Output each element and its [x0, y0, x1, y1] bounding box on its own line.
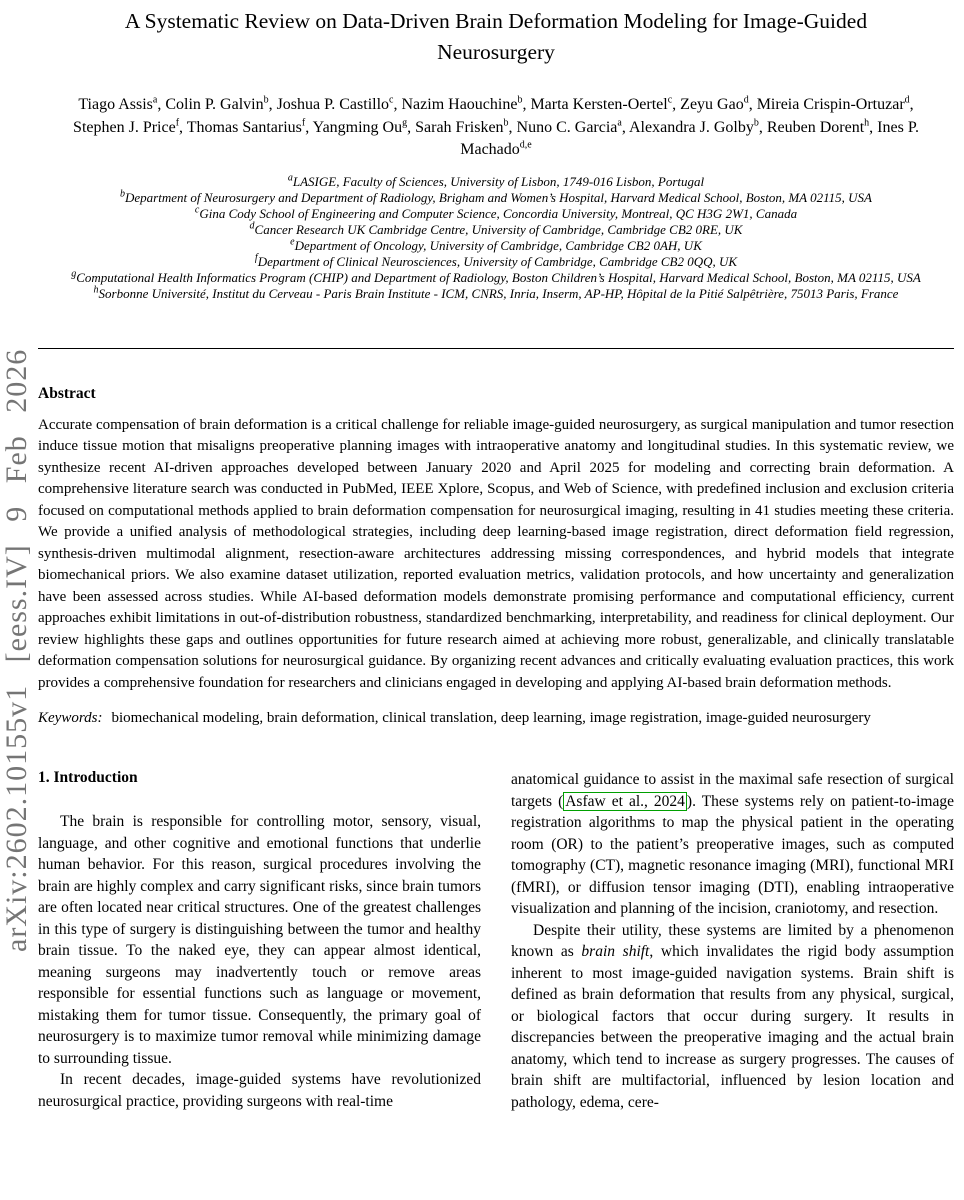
body-paragraph — [511, 920, 954, 1114]
two-column-body — [38, 769, 954, 1113]
author-name: Mireia Crispin-Ortuzar$^d$ — [756, 95, 910, 114]
affiliation-marker: a — [287, 172, 293, 184]
author-affiliation-marker: f — [301, 117, 306, 129]
affiliation: $^b$Department of Neurosurgery and Department of Radiology, Brigham and Women’s Hospital, Harvard Medical School, Boston, MA 02115, USA — [120, 188, 872, 205]
author-affiliation-marker: f — [175, 117, 180, 129]
author-affiliation-marker: d,e — [519, 139, 532, 151]
keywords-line — [38, 708, 954, 729]
body-paragraph — [511, 769, 954, 920]
body-paragraph — [38, 811, 481, 1069]
text-segment: ). These systems rely on patient-to-image registration algorithms to map the physical patient in the operating room (OR) to the patient’s preoperative images, such as computed tomography (CT), magnetic resonance imaging (MRI), functional MRI (fMRI), or diffusion tensor imaging (DTI), enabling intraoperative visualization and planning of the incision, craniotomy, and resection. — [511, 792, 954, 918]
author-affiliation-marker: d — [904, 95, 910, 107]
author-name: Thomas Santarius$^f$ — [186, 117, 306, 136]
affiliation-marker: b — [120, 188, 126, 200]
author-name: Reuben Dorent$^h$ — [766, 117, 870, 136]
affiliation-marker: g — [71, 268, 77, 280]
author-name: Ines P. Machado$^{d,e}$ — [460, 118, 919, 159]
affiliation: $^d$Cancer Research UK Cambridge Centre, University of Cambridge, Cambridge CB2 0RE, UK — [249, 220, 743, 237]
text-segment: , which invalidates the rigid body assumption inherent to most image-guided navigation systems. Brain shift is defined as brain deformation that results from any physical, surgical, or biological factors that occur during surgery. It results in discrepancies between the preoperative imaging and the actual brain anatomy, which tend to increase as surgery progresses. The causes of brain shift are multifactorial, influenced by lesion location and pathology, edema, cere- — [511, 943, 955, 1111]
body-paragraph — [38, 1069, 481, 1112]
author-name: Marta Kersten-Oertel$^c$ — [530, 95, 673, 114]
affiliation: $^g$Computational Health Informatics Program (CHIP) and Department of Radiology, Boston Children’s Hospital, Harvard Medical School, Boston, MA 02115, USA — [71, 268, 921, 285]
author-affiliation-marker: h — [864, 117, 870, 129]
author-name: Yangming Ou$^g$ — [312, 117, 408, 136]
affiliation-list — [38, 174, 954, 302]
author-affiliation-marker: b — [263, 95, 269, 107]
affiliation-marker: c — [194, 204, 200, 216]
affiliation-marker: e — [290, 236, 295, 248]
keywords-text: biomechanical modeling, brain deformation, clinical translation, deep learning, image registration, image-guided neurosurgery — [111, 710, 871, 727]
affiliation-marker: d — [249, 220, 255, 232]
affiliation: $^h$Sorbonne Université, Institut du Cerveau - Paris Brain Institute - ICM, CNRS, Inria, Inserm, AP-HP, Hôpital de la Pitié Salpêtrière, 75013 Paris, France — [93, 284, 899, 301]
author-affiliation-marker: b — [503, 117, 509, 129]
author-name: Nuno C. Garcia$^a$ — [516, 117, 622, 136]
left-column-paragraphs — [38, 811, 481, 1112]
author-name: Nazim Haouchine$^b$ — [401, 95, 523, 114]
author-name: Stephen J. Price$^f$ — [73, 117, 180, 136]
author-list: Tiago Assis$^a$, Colin P. Galvin$^b$, Joshua P. Castillo$^c$, Nazim Haouchine$^b$, Marta Kersten-Oertel$^c$, Zeyu Gao$^d$, Mireia Crispin-Ortuzar$^d$, Stephen J. Price$^f$, Thomas Santarius$^f$, Yangming Ou$^g$, Sarah Frisken$^b$, Nuno C. Garcia$^a$, Alexandra J. Golby$^b$, Reuben Dorent$^h$, Ines P. Machado$^{d,e}$ — [73, 95, 919, 159]
header-divider — [38, 348, 954, 349]
author-affiliation-marker: b — [517, 95, 523, 107]
text-segment: Despite their utility, these systems are limited by a phenomenon known as — [511, 921, 954, 961]
affiliation: $^f$Department of Clinical Neurosciences, University of Cambridge, Cambridge CB2 0QQ, UK — [254, 252, 738, 269]
affiliation: $^c$Gina Cody School of Engineering and Computer Science, Concordia University, Montreal, QC H3G 2W1, Canada — [194, 204, 798, 221]
author-affiliation-marker: a — [617, 117, 622, 129]
affiliation-marker: h — [93, 284, 99, 296]
keywords-label: Keywords: — [38, 710, 103, 727]
text-segment: anatomical guidance to assist in the maximal safe resection of surgical targets ( — [511, 771, 954, 810]
emphasis-text: brain shift — [581, 943, 650, 961]
author-affiliation-marker: c — [667, 95, 673, 107]
right-column — [511, 769, 954, 1113]
arxiv-watermark: arXiv:2602.10155v1 [eess.IV] 9 Feb 2026 — [0, 348, 33, 952]
affiliation: $^e$Department of Oncology, University of Cambridge, Cambridge CB2 0AH, UK — [290, 236, 702, 253]
left-column — [38, 769, 481, 1112]
abstract-heading: Abstract — [38, 384, 96, 402]
author-affiliation-marker: g — [402, 117, 408, 129]
author-name: Zeyu Gao$^d$ — [680, 95, 749, 114]
author-name: Sarah Frisken$^b$ — [415, 117, 509, 136]
citation-link[interactable]: Asfaw et al., 2024 — [565, 792, 685, 810]
text-segment: The brain is responsible for controlling motor, sensory, visual, language, and other cognitive and emotional functions that underlie human behavior. For this reason, surgical procedures involving the brain are highly complex and carry significant risks, since brain tumors are often located near critical structures. One of the greatest challenges in this type of surgery is distinguishing between the tumor and healthy brain tissue. To the naked eye, they can appear almost identical, meaning surgeons may inadvertently touch or remove areas responsible for essential functions such as language or movement, mistaking them for tumor tissue. Consequently, the primary goal of neurosurgery is to maximize tumor removal while minimizing damage to surrounding tissue. — [38, 813, 481, 1067]
affiliation: $^a$LASIGE, Faculty of Sciences, University of Lisbon, 1749-016 Lisbon, Portugal — [287, 172, 705, 189]
text-segment: In recent decades, image-guided systems have revolutionized neurosurgical practice, providing surgeons with real-time — [38, 1071, 481, 1110]
abstract-text: Accurate compensation of brain deformation is a critical challenge for reliable image-guided neurosurgery, as surgical manipulation and tumor resection induce tissue motion that misaligns preoperative planning images with intraoperative anatomy and longitudinal studies. In this systematic review, we synthesize recent AI-driven approaches developed between January 2020 and April 2025 for modeling and correcting brain deformation. A comprehensive literature search was conducted in PubMed, IEEE Xplore, Scopus, and Web of Science, with predefined inclusion and exclusion criteria focused on computational methods applied to brain deformation compensation for neurosurgical imaging, resulting in 41 studies meeting these criteria. We provide a unified analysis of methodological strategies, including deep learning-based image registration, direct deformation field regression, synthesis-driven multimodal alignment, resection-aware architectures addressing missing correspondences, and hybrid models that integrate biomechanical priors. We also examine dataset utilization, reported evaluation metrics, validation protocols, and how uncertainty and generalization have been assessed across studies. While AI-based deformation models demonstrate promising performance and computational efficiency, current approaches exhibit limitations in out-of-distribution robustness, standardized benchmarking, interpretability, and readiness for clinical deployment. Our review highlights these gaps and outlines opportunities for future research aimed at achieving more robust, generalizable, and clinically translatable deformation compensation solutions for neurosurgical guidance. By organizing recent advances and critically evaluating evaluation practices, this work provides a comprehensive foundation for researchers and clinicians engaged in developing and applying AI-based brain deformation methods. — [38, 416, 954, 691]
author-affiliation-marker: a — [152, 95, 158, 107]
author-name: Colin P. Galvin$^b$ — [165, 95, 269, 114]
affiliation-marker: f — [254, 252, 258, 264]
author-name: Tiago Assis$^a$ — [78, 95, 158, 114]
author-affiliation-marker: c — [389, 95, 394, 107]
section-heading-introduction: 1. Introduction — [38, 769, 138, 787]
author-name: Joshua P. Castillo$^c$ — [276, 95, 394, 114]
author-affiliation-marker: b — [753, 117, 759, 129]
right-column-paragraphs — [511, 769, 954, 1113]
author-name: Alexandra J. Golby$^b$ — [628, 117, 759, 136]
paper-title: A Systematic Review on Data-Driven Brain Deformation Modeling for Image-Guided Neurosurgery — [124, 9, 868, 65]
author-affiliation-marker: d — [743, 95, 749, 107]
